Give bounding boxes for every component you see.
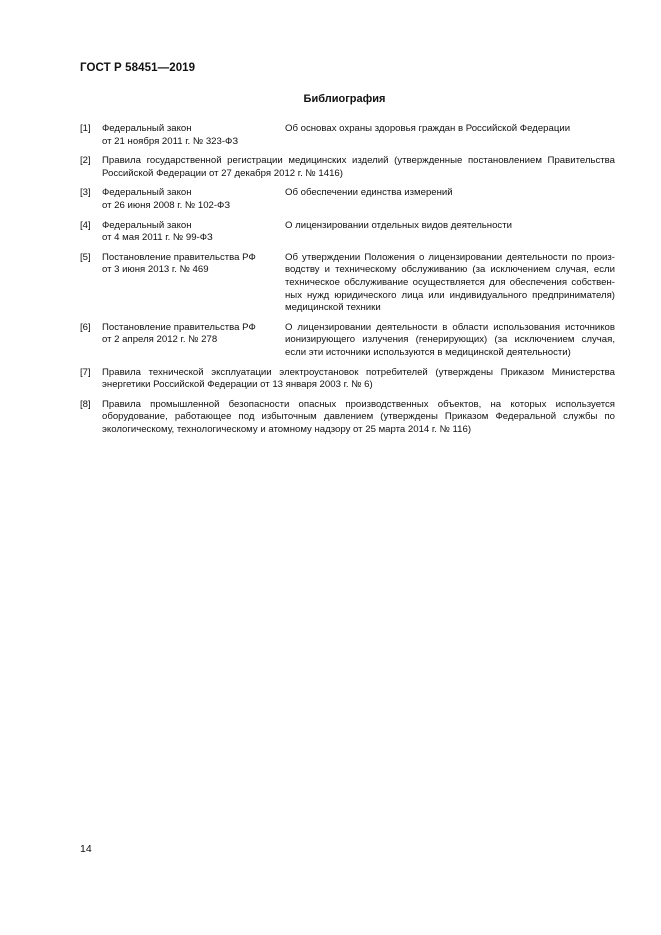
entry-title: Об утверждении Положения о лицензировании деятельности по производству и техническому обслуживанию (за исключением случая, если техническое обслуживание осуществляется для обеспечения собственных нужд юридического лица или индивидуального предпринимателя) медицинской техники — [285, 251, 615, 314]
document-code: ГОСТ Р 58451—2019 — [80, 62, 196, 74]
bibliography-entry — [80, 187, 615, 212]
entry-number: [8] — [80, 398, 91, 410]
entry-number: [2] — [80, 155, 91, 167]
section-title: Библиография — [303, 93, 386, 105]
bibliography-entry — [80, 367, 615, 392]
entry-source: Федеральный закон от 21 ноября 2011 г. № 323-ФЗ — [102, 123, 239, 147]
entry-number: [1] — [80, 123, 91, 134]
entry-number: [4] — [80, 219, 91, 231]
entry-text: Правила промышленной безопасности опасных производственных объектов, на которых используется оборудование, работающее под избыточным давлением (утверждены Приказом Федеральной службы по экологическому, технологическому и атомному надзору от 25 марта 2014 г. № 116) — [102, 398, 615, 435]
page-number: 14 — [80, 843, 92, 855]
entry-number: [5] — [80, 251, 91, 263]
entry-title: О лицензировании деятельности в области использования источников ионизирующего излучения (генерирующих) (за исключением случая, если эти источники используются в медицинской деятельности) — [285, 321, 615, 358]
entry-title: Об обеспечении единства измерений — [285, 187, 453, 199]
entry-source: Федеральный закон от 26 июня 2008 г. № 102-ФЗ — [102, 187, 231, 211]
entry-source: Постановление правительства РФ от 3 июня 2013 г. № 469 — [102, 251, 256, 276]
entry-title: О лицензировании отдельных видов деятельности — [285, 219, 512, 231]
bibliography-entry — [80, 252, 615, 315]
bibliography-entry — [80, 155, 615, 180]
bibliography-list — [80, 123, 615, 443]
entry-text: Правила государственной регистрации медицинских изделий (утвержденные постановлением Правительства Российской Федерации от 27 декабря 2012 г. № 1416) — [102, 155, 615, 179]
entry-source: Постановление правительства РФ от 2 апреля 2012 г. № 278 — [102, 321, 256, 346]
entry-number: [7] — [80, 366, 91, 378]
bibliography-entry — [80, 322, 615, 360]
bibliography-entry — [80, 399, 615, 437]
entry-source: Федеральный закон от 4 мая 2011 г. № 99-ФЗ — [102, 219, 213, 244]
entry-number: [6] — [80, 321, 91, 333]
entry-text: Правила технической эксплуатации электроустановок потребителей (утверждены Приказом Министерства энергетики Российской Федерации от 13 января 2003 г. № 6) — [102, 366, 615, 391]
entry-title: Об основах охраны здоровья граждан в Российской Федерации — [285, 123, 571, 134]
entry-number: [3] — [80, 187, 91, 199]
bibliography-entry — [80, 220, 615, 245]
bibliography-entry — [80, 123, 615, 148]
